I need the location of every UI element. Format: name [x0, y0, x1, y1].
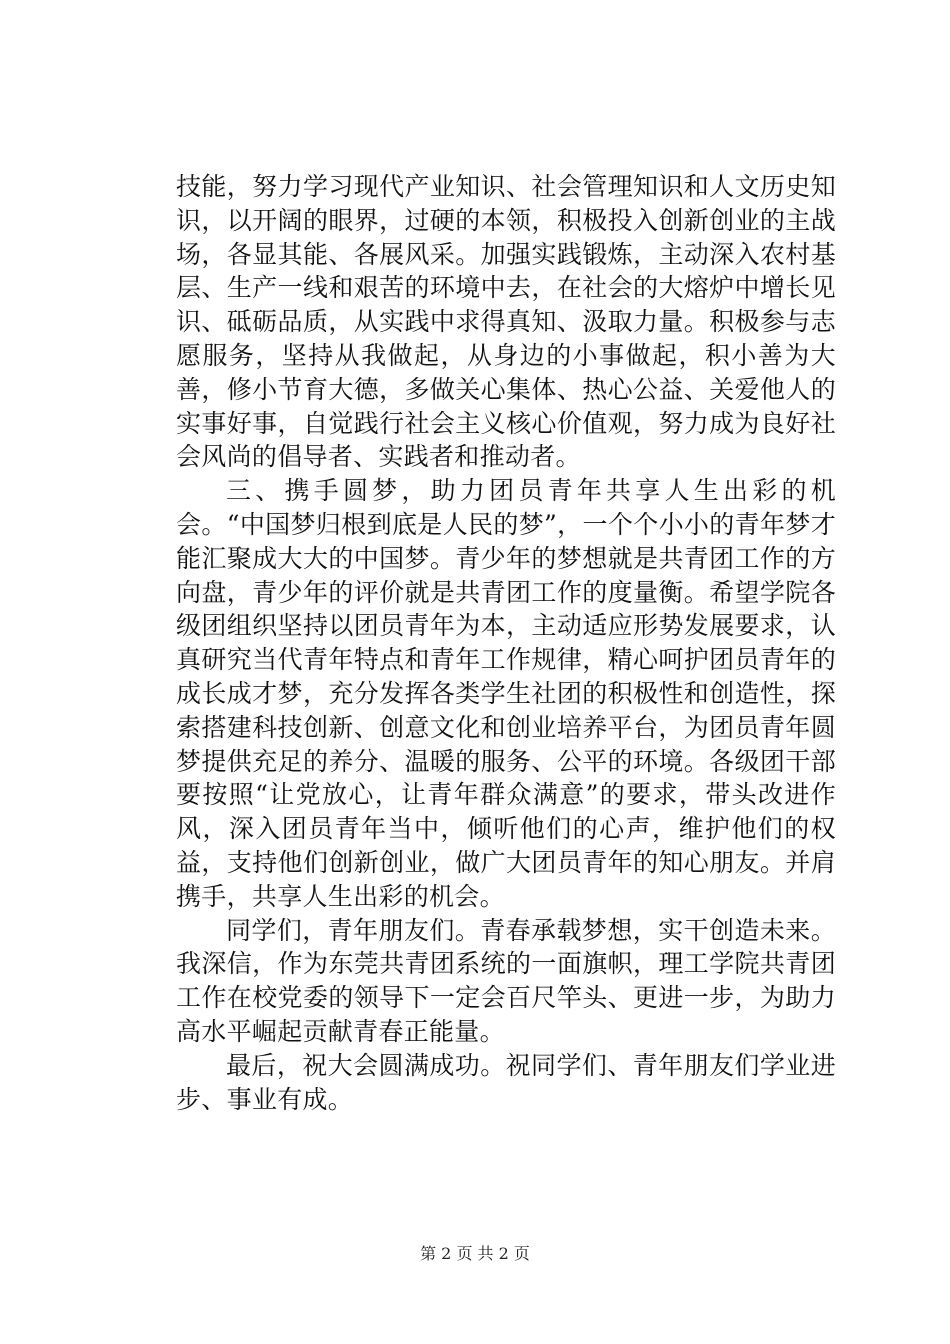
paragraph-closing: 最后，祝大会圆满成功。祝同学们、青年朋友们学业进步、事业有成。: [176, 1050, 836, 1114]
page-number-footer: 第 2 页 共 2 页: [420, 1244, 530, 1263]
document-body: [176, 170, 836, 1116]
paragraph-continuation: 技能，努力学习现代产业知识、社会管理知识和人文历史知识，以开阔的眼界，过硬的本领，积极投入创新创业的主战场，各显其能、各展风采。加强实践锻炼，主动深入农村基层、生产一线和艰苦的环境中去，在社会的大熔炉中增长见识、砥砺品质，从实践中求得真知、汲取力量。积极参与志愿服务，坚持从我做起，从身边的小事做起，积小善为大善，修小节育大德，多做关心集体、热心公益、关爱他人的实事好事，自觉践行社会主义核心价值观，努力成为良好社会风尚的倡导者、实践者和推动者。: [176, 172, 836, 472]
paragraph-students: 同学们，青年朋友们。青春承载梦想，实干创造未来。我深信，作为东莞共青团系统的一面旗帜，理工学院共青团工作在校党委的领导下一定会百尺竿头、更进一步，为助力高水平崛起贡献青春正能量。: [176, 915, 836, 1046]
paragraph-section-three: 三、携手圆梦，助力团员青年共享人生出彩的机会。“中国梦归根到底是人民的梦”，一个个小小的青年梦才能汇聚成大大的中国梦。青少年的梦想就是共青团工作的方向盘，青少年的评价就是共青团工作的度量衡。希望学院各级团组织坚持以团员青年为本，主动适应形势发展要求，认真研究当代青年特点和青年工作规律，精心呵护团员青年的成长成才梦，充分发挥各类学生社团的积极性和创造性，探索搭建科技创新、创意文化和创业培养平台，为团员青年圆梦提供充足的养分、温暖的服务、公平的环境。各级团干部要按照“让党放心，让青年群众满意”的要求，带头改进作风，深入团员青年当中，倾听他们的心声，维护他们的权益，支持他们创新创业，做广大团员青年的知心朋友。并肩携手，共享人生出彩的机会。: [176, 476, 836, 911]
